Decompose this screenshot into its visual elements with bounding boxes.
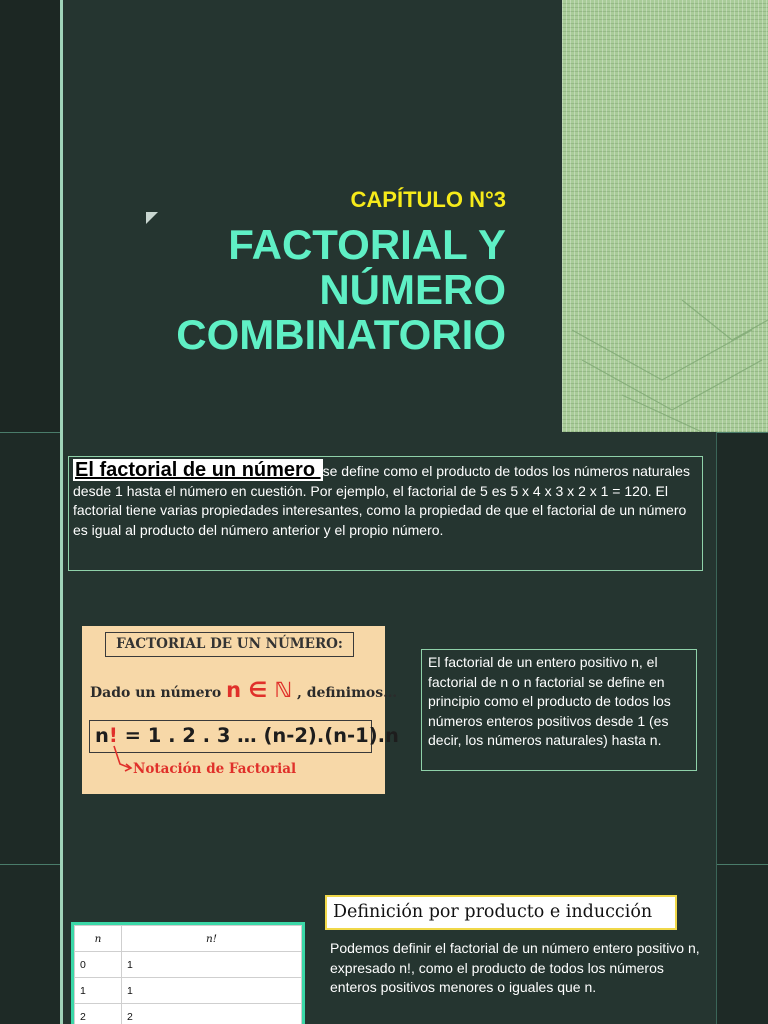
table-cell: 1 — [75, 978, 122, 1004]
definition-heading: El factorial de un número — [75, 459, 321, 481]
given-prefix: Dado un número — [90, 685, 227, 701]
title-slide — [0, 0, 768, 432]
table-header-n: n — [75, 926, 122, 952]
decorative-pattern — [562, 0, 768, 432]
chapter-label: CAPÍTULO N°3 — [350, 187, 506, 212]
definition-box — [68, 456, 703, 571]
definition-text: se define como el producto de todos los números naturales desde 1 hasta el número en cuestión. Por ejemplo, el factorial de 5 es 5 x 4 x 3 x 2 x 1 = 120. El factorial tiene varias propiedades interesantes, como la propiedad de que el factorial de un número es igual al producto del número anterior y el propio número. — [73, 463, 690, 538]
slide-title — [176, 222, 506, 357]
induction-heading: Definición por producto e inducción — [325, 895, 677, 930]
table-cell: 2 — [75, 1004, 122, 1024]
factorial-table — [71, 922, 305, 1024]
left-band — [0, 0, 60, 432]
image-header: FACTORIAL DE UN NÚMERO: — [105, 632, 354, 657]
title-line-1: FACTORIAL Y — [228, 221, 506, 268]
table-cell: 0 — [75, 952, 122, 978]
title-line-2: NÚMERO — [319, 266, 506, 313]
formula-bang: ! — [108, 724, 118, 747]
corner-triangle-icon — [146, 212, 158, 224]
notation-label: Notación de Factorial — [133, 761, 297, 777]
factorial-notation-image — [82, 626, 399, 794]
table-row — [75, 952, 302, 978]
table-row — [75, 1004, 302, 1024]
table-header-row — [75, 926, 302, 952]
n-in-naturals: n ∈ ℕ — [226, 678, 293, 702]
definition-slide — [0, 432, 768, 864]
formula-n: n — [95, 724, 109, 747]
title-panel — [63, 0, 562, 432]
panel-right-edge — [716, 432, 717, 864]
chevron-pattern-icon — [562, 0, 768, 432]
induction-slide — [0, 864, 768, 1024]
table-cell: 1 — [122, 952, 302, 978]
image-given-line — [90, 678, 397, 702]
induction-text: Podemos definir el factorial de un número entero positivo n, expresado n!, como el producto de todos los números enteros positivos menores o iguales que n. — [330, 940, 700, 995]
given-suffix: , definimos… — [292, 685, 398, 701]
side-definition-box: El factorial de un entero positivo n, el factorial de n o n factorial se define en principio como el producto de todos los números enteros positivos desde 1 (es decir, los números naturales) hasta n. — [421, 649, 697, 771]
title-line-3: COMBINATORIO — [176, 311, 506, 358]
table-cell: 2 — [122, 1004, 302, 1024]
table-row — [75, 978, 302, 1004]
formula-product: = 1 . 2 . 3 … (n-2).(n-1).n — [117, 724, 399, 747]
table-cell: 1 — [122, 978, 302, 1004]
table-header-nfact: n! — [122, 926, 302, 952]
panel-right-edge — [716, 864, 717, 1024]
